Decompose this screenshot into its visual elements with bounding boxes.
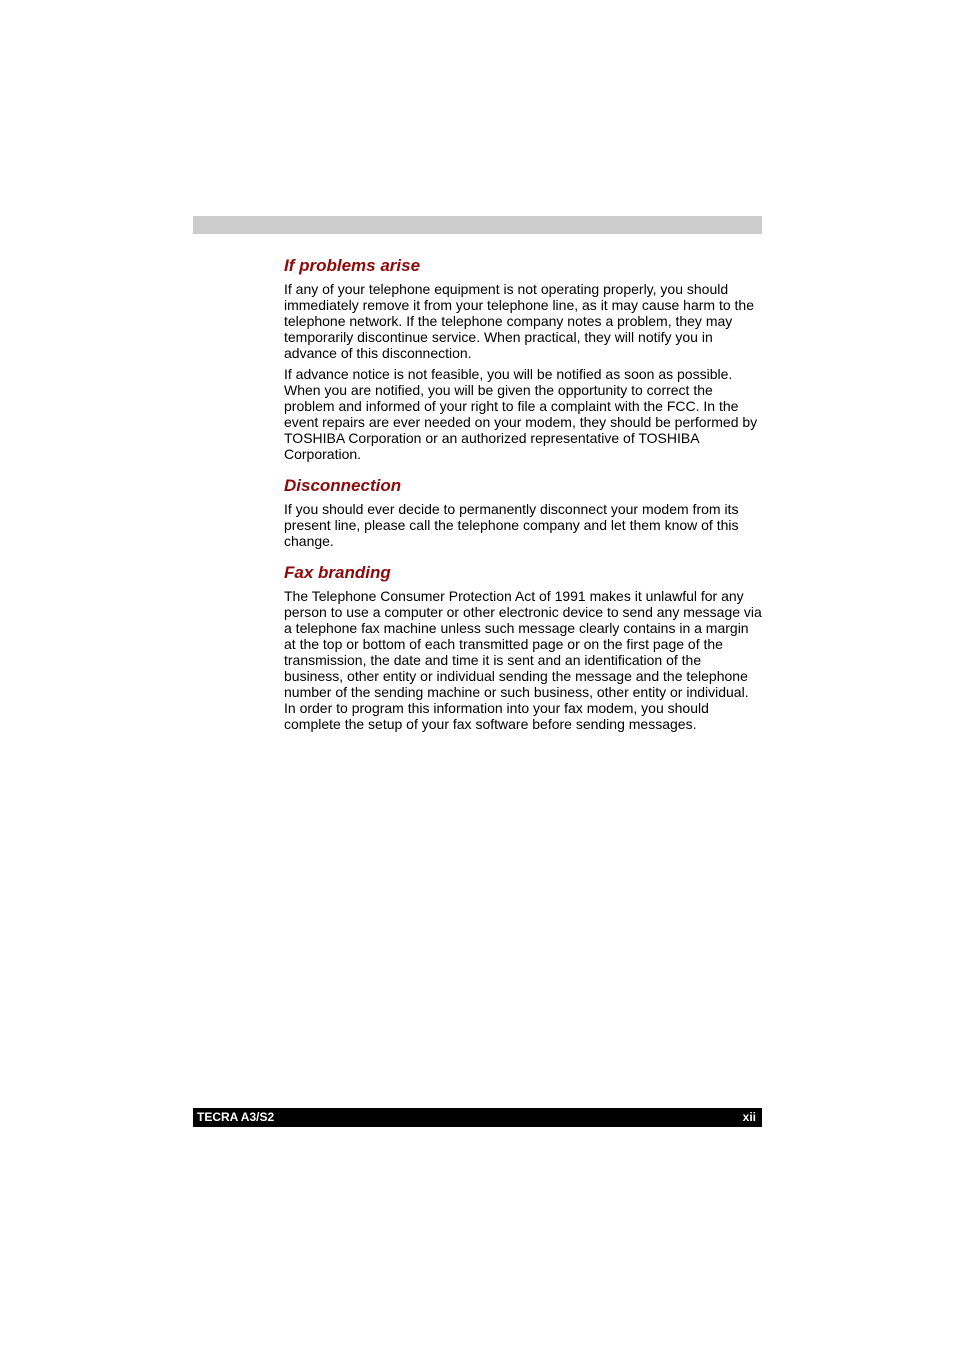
footer-bar <box>193 1108 762 1127</box>
paragraph: The Telephone Consumer Protection Act of 1991 makes it unlawful for any person to use a computer or other electronic device to send any message via a telephone fax machine unless such message clearly contains in a margin at the top or bottom of each transmitted page or on the first page of the transmission, the date and time it is sent and an identification of the business, other entity or individual sending the message and the telephone number of the sending machine or such business, other entity or individual. In order to program this information into your fax modem, you should complete the setup of your fax software before sending messages. <box>284 588 762 732</box>
section-disconnection <box>284 476 762 549</box>
paragraph: If you should ever decide to permanently disconnect your modem from its present line, please call the telephone company and let them know of this change. <box>284 501 739 549</box>
section-fax-branding <box>284 563 762 732</box>
paragraph: If any of your telephone equipment is not operating properly, you should immediately remove it from your telephone line, as it may cause harm to the telephone network. If the telephone company notes a problem, they may temporarily discontinue service. When practical, they will notify you in advance of this disconnection. <box>284 281 754 361</box>
page-content <box>284 256 762 732</box>
section-if-problems-arise <box>284 256 762 462</box>
footer-page-number: xii <box>742 1110 756 1124</box>
paragraph: If advance notice is not feasible, you will be notified as soon as possible. When you are notified, you will be given the opportunity to correct the problem and informed of your right to file a complaint with the FCC. In the event repairs are ever needed on your modem, they should be performed by TOSHIBA Corporation or an authorized representative of TOSHIBA Corporation. <box>284 366 758 462</box>
footer-model: TECRA A3/S2 <box>197 1110 275 1124</box>
section-heading: If problems arise <box>284 256 421 275</box>
header-bar <box>193 216 762 234</box>
section-heading: Disconnection <box>284 476 402 495</box>
section-heading: Fax branding <box>284 563 391 582</box>
